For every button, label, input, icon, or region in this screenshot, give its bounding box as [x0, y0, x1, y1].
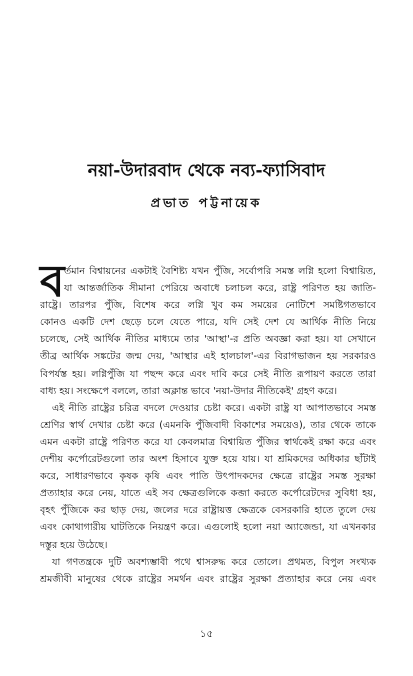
text-line: কোনও একটি দেশ ছেড়ে চলে যেতে পারে, যদি সেই দেশ যে আর্থিক নীতি নিয়ে: [40, 317, 376, 329]
text-line: শ্রমজীবী মানুষের থেকে রাষ্ট্রের সমর্থন এবং রাষ্ট্রের সুরক্ষা প্রত্যাহার করে নেয় এবং: [40, 573, 376, 585]
text-line: যা গণতন্ত্রকে দুটি অবশ্যম্ভাবী পথে শ্বাসরুদ্ধ করে তোলে। প্রথমত, বিপুল সংখ্যক: [52, 556, 376, 568]
body-text: [40, 256, 376, 588]
text-line: দেশীয় কর্পোরেটগুলো তার অংশ হিসাবে যুক্ত হয়ে যায়। যা শ্রমিকদের অধিকার ছাঁটাই: [40, 454, 376, 466]
text-line: প্রত্যাহার করে নেয়, যাতে এই সব ক্ষেত্রগুলিকে কব্জা করতে কর্পোরেটদের সুবিধা হয়,: [40, 488, 376, 500]
text-line: শ্রেণির স্বার্থ দেখার চেষ্টা করে (এমনকি পুঁজিবাদী বিকাশের সময়েও), তার থেকে তাকে: [40, 419, 376, 431]
text-line: এই নীতি রাষ্ট্রের চরিত্র বদলে দেওয়ার চেষ্টা করে। একটা রাষ্ট্র যা আপাতভাবে সমস্ত: [52, 402, 376, 414]
text-line: বিপর্যস্ত হয়। লগ্নিপুঁজি যা পছন্দ করে এবং দাবি করে সেই নীতি রূপায়ণ করতে তারা: [40, 368, 376, 380]
text-line: এমন একটা রাষ্ট্রে পরিণত করে যা কেবলমাত্র বিশ্বায়িত পুঁজির স্বার্থকেই রক্ষা করে এবং: [40, 436, 376, 448]
author-name: প্রভাত পট্টনায়েক: [150, 195, 263, 210]
text-line: র্তমান বিশ্বায়নের একটাই বৈশিষ্ট্য যখন পুঁজি, সর্বোপরি সমস্ত লগ্নি হলো বিশ্বায়িত,: [64, 266, 376, 277]
text-line: এবং কোথাগারীয় ঘাটতিকে নিয়ন্ত্রণ করে। এগুলোই হলো নয়া অ্যাজেন্ডা, যা এখনকার: [40, 522, 376, 534]
text-line: বৃহৎ পুঁজিকে কর ছাড় দেয়, জলের দরে রাষ্ট্রায়ত্ত ক্ষেত্রকে বেসরকারি হাতে তুলে দেয়: [40, 505, 376, 517]
text-line: যা আন্তর্জাতিক সীমানা পেরিয়ে অবাধে চলাচল করে, রাষ্ট্র পরিণত হয় জাতি-: [64, 283, 376, 295]
text-line: রাষ্ট্রে। তারপর পুঁজি, বিশেষ করে লগ্নি খুব কম সময়ের নোটিশে সমষ্টিগতভাবে: [40, 300, 376, 312]
text-line: চলেছে, সেই আর্থিক নীতির মাধ্যমে তার 'আস্থা'-র প্রতি অবজ্ঞা করা হয়। যা সেখানে: [40, 334, 376, 346]
text-line: তীব্র আর্থিক সঙ্কটের জন্ম দেয়, 'আস্থার এই হালচাল'-এর বিরাগভাজন হয় সরকারও: [40, 351, 376, 363]
chapter-title: নয়া-উদারবাদ থেকে নব্য-ফ্যাসিবাদ: [87, 161, 326, 181]
drop-cap: ব: [40, 256, 65, 307]
page-number: ১৫: [200, 629, 213, 640]
text-line: দস্তুর হয়ে উঠেছে।: [40, 539, 108, 551]
text-line: বাধ্য হয়। সংক্ষেপে বললে, তারা অক্লান্ত ভাবে 'নয়া-উদার নীতিকেই' গ্রহণ করে।: [40, 385, 338, 397]
text-line: করে, সাধারণভাবে কৃষক কৃষি এবং পাতি উৎপাদকদের ক্ষেত্রে রাষ্ট্রের সমস্ত সুরক্ষা: [40, 471, 376, 483]
